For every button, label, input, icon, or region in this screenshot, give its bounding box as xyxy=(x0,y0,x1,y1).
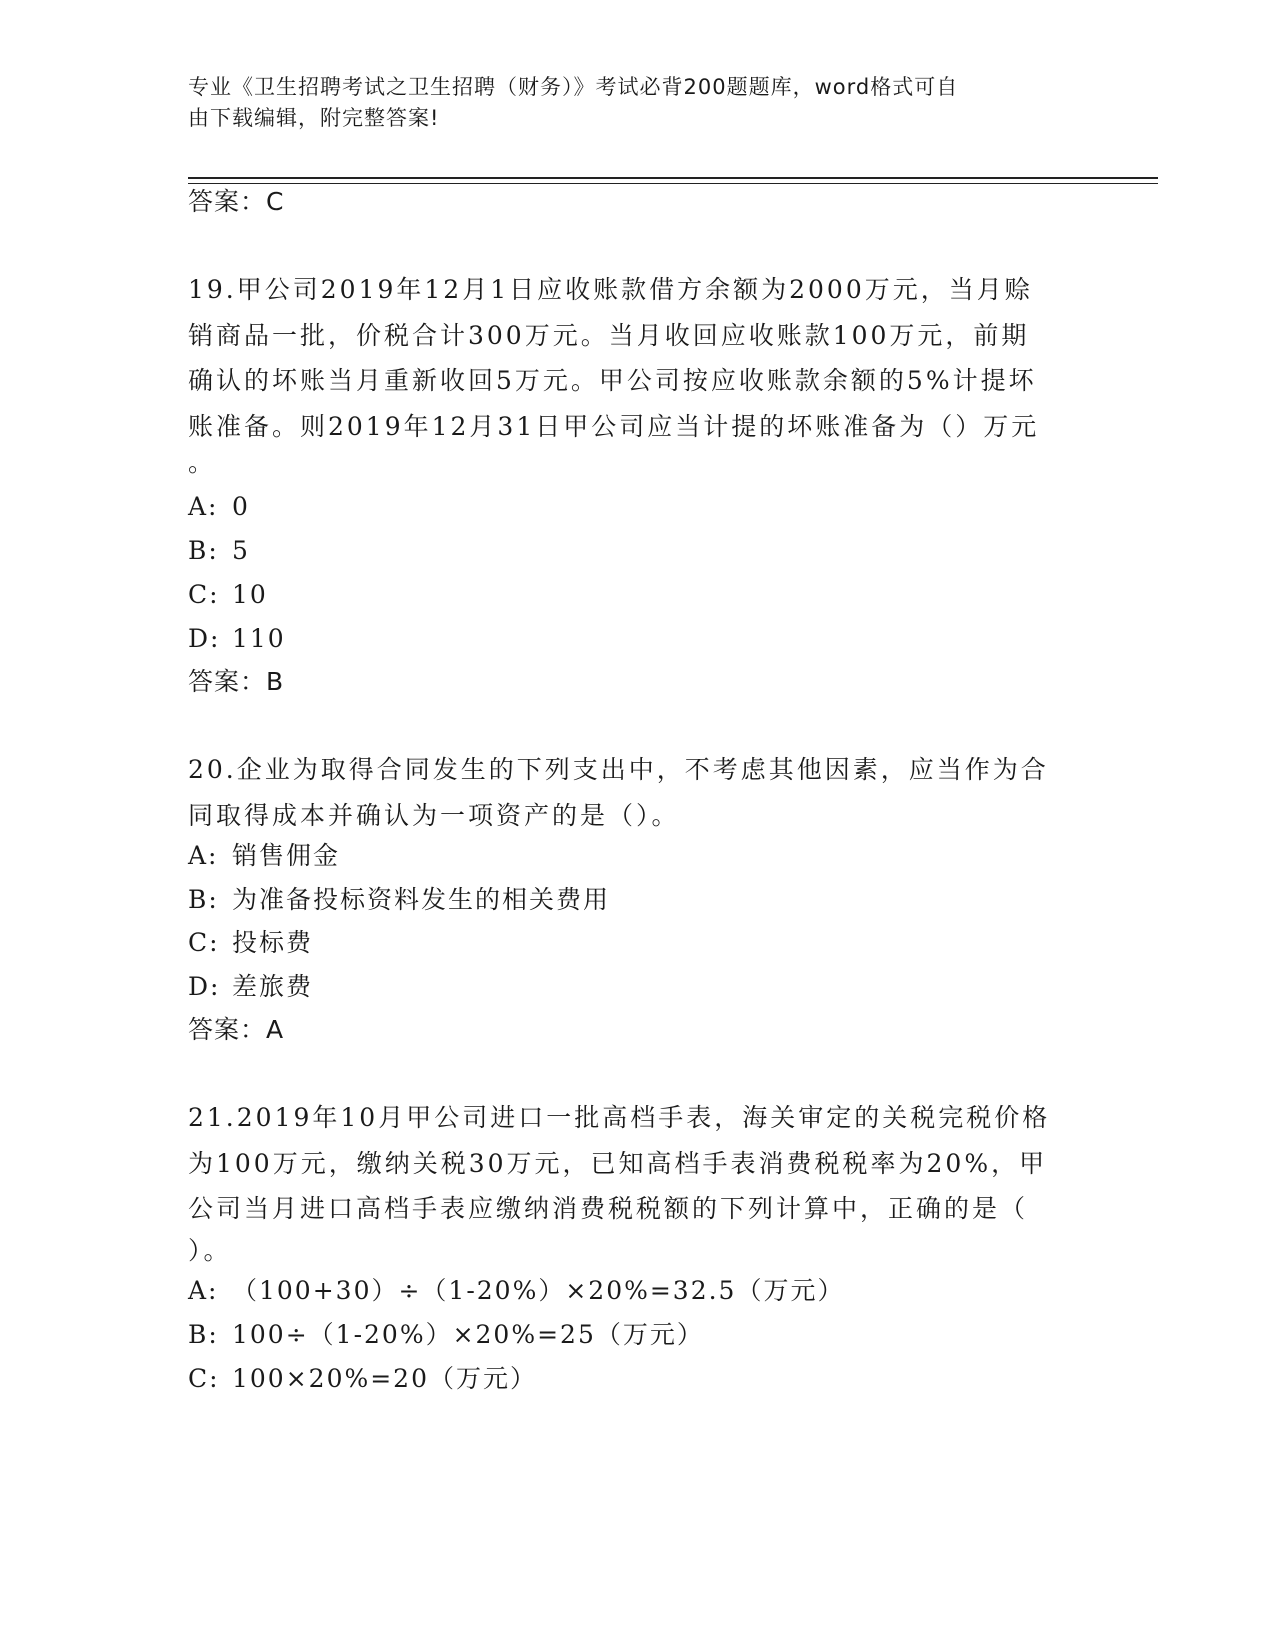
stem-line: 销商品一批，价税合计300万元。当月收回应收账款100万元，前期 xyxy=(188,320,1030,350)
stem-line: 公司当月进口高档手表应缴纳消费税税额的下列计算中，正确的是（ xyxy=(188,1194,1029,1223)
stem-line: 。 xyxy=(188,448,217,477)
option-text: 10 xyxy=(232,580,268,609)
option-text: 销售佣金 xyxy=(232,841,341,870)
question-20-option-b xyxy=(188,883,610,917)
option-letter: D: xyxy=(188,624,221,653)
option-letter: C: xyxy=(188,580,220,609)
option-letter: A: xyxy=(188,1276,219,1305)
stem-line: 19.甲公司2019年12月1日应收账款借方余额为2000万元，当月赊 xyxy=(188,275,1033,304)
page-header xyxy=(188,72,1068,134)
question-20-stem xyxy=(188,747,1088,838)
question-19-answer: 答案：B xyxy=(188,667,285,696)
option-letter: C: xyxy=(188,928,220,957)
option-text: 100×20%=20（万元） xyxy=(232,1364,537,1393)
option-letter: D: xyxy=(188,972,221,1001)
header-divider-thick xyxy=(188,177,1158,179)
option-text: 110 xyxy=(232,624,286,653)
option-letter: A: xyxy=(188,492,219,521)
question-21-option-a xyxy=(188,1274,844,1308)
header-line-2: 由下载编辑，附完整答案! xyxy=(188,106,440,130)
header-line-1: 专业《卫生招聘考试之卫生招聘（财务）》考试必背200题题库，word格式可自 xyxy=(188,75,959,99)
question-21-stem xyxy=(188,1095,1088,1270)
question-19-stem xyxy=(188,267,1088,477)
stem-line: 同取得成本并确认为一项资产的是（）。 xyxy=(188,800,680,830)
option-text: 100÷（1-20%）×20%=25（万元） xyxy=(232,1320,704,1349)
question-20-answer: 答案：A xyxy=(188,1015,285,1044)
option-letter: A: xyxy=(188,841,219,870)
option-text: 差旅费 xyxy=(232,972,314,1001)
question-19-option-d xyxy=(188,622,286,656)
option-letter: B: xyxy=(188,1320,219,1349)
stem-line: 为100万元，缴纳关税30万元，已知高档手表消费税税率为20%，甲 xyxy=(188,1148,1048,1178)
option-letter: C: xyxy=(188,1364,220,1393)
stem-line: 21.2019年10月甲公司进口一批高档手表，海关审定的关税完税价格 xyxy=(188,1103,1051,1132)
stem-line: ）。 xyxy=(188,1235,232,1265)
option-text: 0 xyxy=(232,492,250,521)
option-text: 投标费 xyxy=(232,928,314,957)
option-text: （100+30）÷（1-20%）×20%=32.5（万元） xyxy=(232,1276,845,1305)
question-19-option-a xyxy=(188,490,250,524)
question-19-option-b xyxy=(188,534,250,568)
header-divider-thin xyxy=(188,183,1158,184)
stem-line: 确认的坏账当月重新收回5万元。甲公司按应收账款余额的5%计提坏 xyxy=(188,366,1037,395)
question-21-option-b xyxy=(188,1318,704,1352)
question-20-option-a xyxy=(188,839,340,873)
option-letter: B: xyxy=(188,885,219,914)
stem-line: 20.企业为取得合同发生的下列支出中，不考虑其他因素，应当作为合 xyxy=(188,755,1049,784)
question-19-option-c xyxy=(188,578,268,612)
option-text: 5 xyxy=(232,536,250,565)
question-20-option-c xyxy=(188,926,313,960)
stem-line: 账准备。则2019年12月31日甲公司应当计提的坏账准备为（）万元 xyxy=(188,411,1040,441)
option-letter: B: xyxy=(188,536,219,565)
question-20-option-d xyxy=(188,970,313,1004)
answer-line-prev: 答案：C xyxy=(188,187,285,216)
question-21-option-c xyxy=(188,1362,537,1396)
option-text: 为准备投标资料发生的相关费用 xyxy=(232,885,611,914)
